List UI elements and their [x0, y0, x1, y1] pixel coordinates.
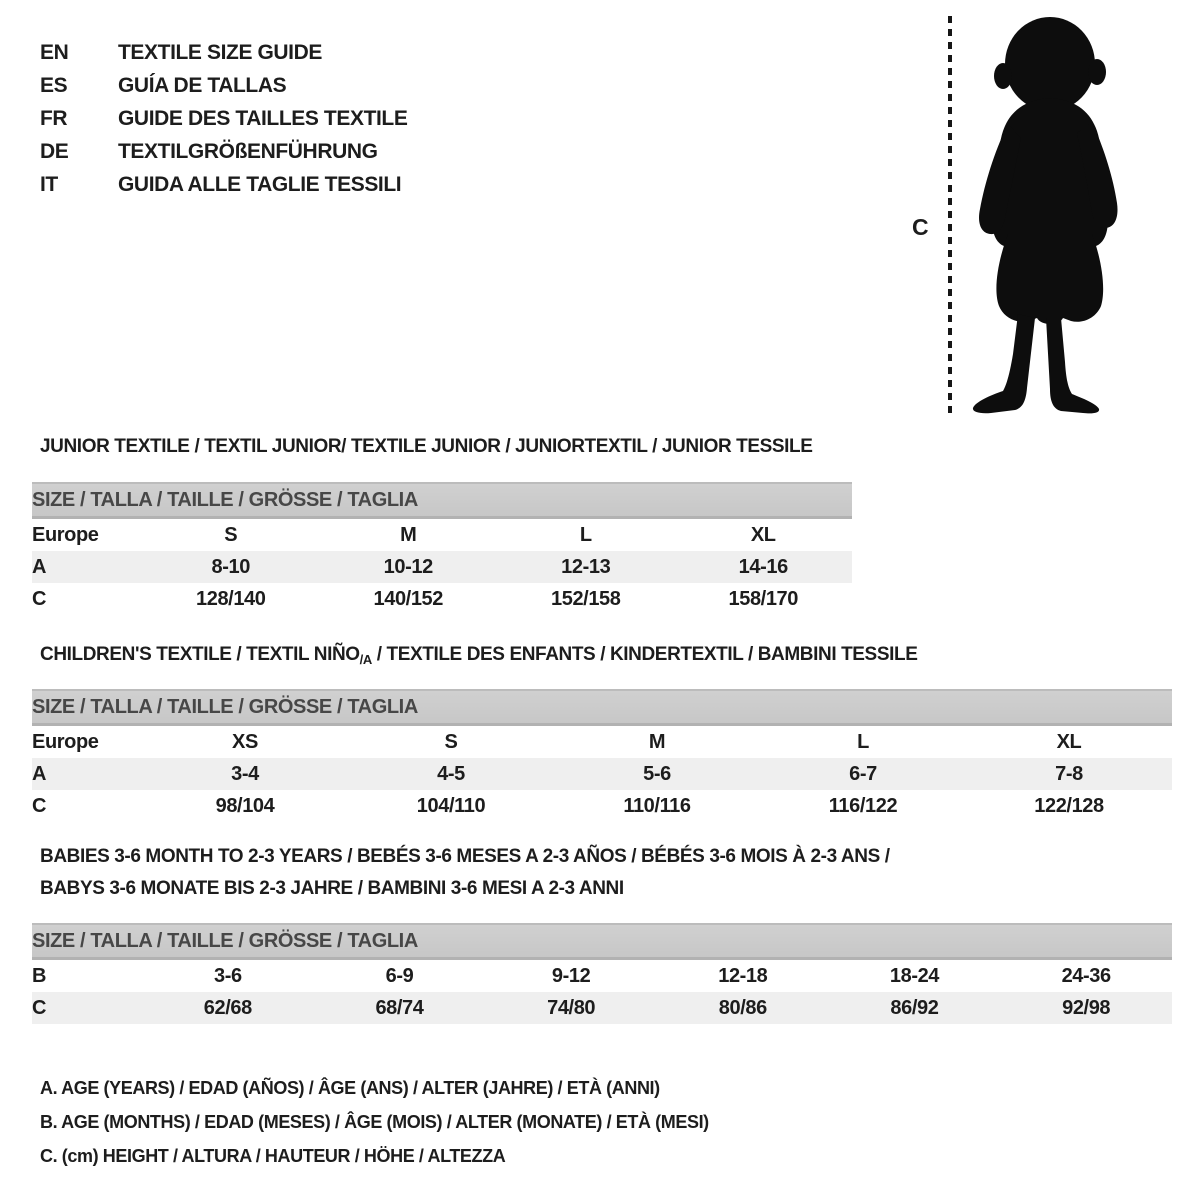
- size-cell: L: [579, 523, 592, 546]
- height-cell: 104/110: [416, 794, 486, 817]
- age-cell: 24-36: [1061, 964, 1111, 987]
- height-cell: 92/98: [1000, 992, 1172, 1024]
- size-header-bar: SIZE / TALLA / TAILLE / GRÖSSE / TAGLIA: [32, 690, 1172, 725]
- junior-size-table: [32, 482, 852, 615]
- height-cell: 86/92: [829, 992, 1001, 1024]
- lang-title-de: TEXTILGRÖßENFÜHRUNG: [118, 140, 378, 163]
- height-cell: 116/122: [828, 794, 898, 817]
- lang-title-en: TEXTILE SIZE GUIDE: [118, 41, 322, 64]
- table-row: [32, 758, 1172, 790]
- junior-section-title: JUNIOR TEXTILE / TEXTIL JUNIOR/ TEXTILE JUNIOR / JUNIORTEXTIL / JUNIOR TESSILE: [40, 436, 813, 457]
- height-cell: 74/80: [485, 992, 657, 1024]
- age-cell: 12-18: [718, 964, 768, 987]
- legend: [40, 1071, 709, 1173]
- height-cell: 158/170: [728, 587, 798, 610]
- height-measure-dotted-line: [948, 16, 952, 416]
- lang-code-en: EN: [40, 41, 69, 64]
- row-label: A: [32, 758, 142, 790]
- size-cell: S: [224, 523, 238, 546]
- children-title-suffix: / TEXTILE DES ENFANTS / KINDERTEXTIL / BAMBINI TESSILE: [371, 644, 918, 665]
- table-header-row: [32, 483, 852, 518]
- height-cell: 128/140: [196, 587, 266, 610]
- lang-row-it: [40, 168, 407, 201]
- babies-section-title-line2: BABYS 3-6 MONATE BIS 2-3 JAHRE / BAMBINI 3-6 MESI A 2-3 ANNI: [40, 878, 624, 899]
- age-cell: 14-16: [675, 551, 853, 583]
- children-section-title: [40, 644, 917, 667]
- children-title-prefix: CHILDREN'S TEXTILE / TEXTIL NIÑO: [40, 644, 360, 665]
- height-measure-label: C: [912, 214, 929, 240]
- size-cell: M: [400, 523, 417, 546]
- age-cell: 10-12: [320, 551, 498, 583]
- table-row: [32, 551, 852, 583]
- age-cell: 6-9: [385, 964, 414, 987]
- babies-section-title-line1: BABIES 3-6 MONTH TO 2-3 YEARS / BEBÉS 3-6 MESES A 2-3 AÑOS / BÉBÉS 3-6 MOIS À 2-3 ANS /: [40, 846, 890, 867]
- age-cell: 12-13: [497, 551, 675, 583]
- table-row: [32, 992, 1172, 1024]
- table-header-row: [32, 924, 1172, 959]
- size-header-bar: SIZE / TALLA / TAILLE / GRÖSSE / TAGLIA: [32, 483, 852, 518]
- lang-code-de: DE: [40, 140, 69, 163]
- children-size-table: [32, 689, 1172, 822]
- lang-title-fr: GUIDE DES TAILLES TEXTILE: [118, 107, 408, 130]
- age-cell: 3-6: [213, 964, 242, 987]
- lang-row-fr: [40, 102, 407, 135]
- height-cell: 98/104: [215, 794, 275, 817]
- size-cell: S: [444, 730, 458, 753]
- size-cell: M: [648, 730, 666, 753]
- size-cell: XS: [232, 730, 258, 753]
- lang-row-es: [40, 69, 407, 102]
- lang-row-de: [40, 135, 407, 168]
- table-row: [32, 725, 1172, 759]
- row-label: Europe: [32, 523, 99, 546]
- height-cell: 140/152: [373, 587, 443, 610]
- size-cell: XL: [750, 523, 776, 546]
- size-cell: L: [857, 730, 869, 753]
- row-label: C: [32, 587, 47, 610]
- size-header-bar: SIZE / TALLA / TAILLE / GRÖSSE / TAGLIA: [32, 924, 1172, 959]
- legend-line-a: A. AGE (YEARS) / EDAD (AÑOS) / ÂGE (ANS) / ALTER (JAHRE) / ETÀ (ANNI): [40, 1078, 660, 1098]
- table-row: [32, 583, 852, 615]
- age-cell: 9-12: [551, 964, 591, 987]
- height-cell: 80/86: [657, 992, 829, 1024]
- row-label: Europe: [32, 730, 99, 753]
- row-label: C: [32, 794, 47, 817]
- table-row: [32, 790, 1172, 822]
- height-cell: 68/74: [314, 992, 486, 1024]
- row-label: A: [32, 551, 142, 583]
- legend-line-c: C. (cm) HEIGHT / ALTURA / HAUTEUR / HÖHE / ALTEZZA: [40, 1146, 506, 1166]
- age-cell: 18-24: [889, 964, 940, 987]
- children-title-sub: /A: [359, 652, 372, 667]
- lang-code-fr: FR: [40, 107, 68, 130]
- age-cell: 4-5: [348, 758, 554, 790]
- age-cell: 5-6: [554, 758, 760, 790]
- age-cell: 8-10: [142, 551, 320, 583]
- age-cell: 7-8: [966, 758, 1172, 790]
- age-cell: 6-7: [760, 758, 966, 790]
- size-cell: XL: [1056, 730, 1082, 753]
- language-title-list: [40, 36, 407, 201]
- toddler-silhouette-icon: [958, 12, 1138, 419]
- lang-code-it: IT: [40, 173, 58, 196]
- babies-size-table: [32, 923, 1172, 1024]
- height-cell: 110/116: [623, 794, 691, 817]
- height-cell: 62/68: [142, 992, 314, 1024]
- lang-title-es: GUÍA DE TALLAS: [118, 74, 287, 97]
- row-label: B: [32, 964, 47, 987]
- height-cell: 122/128: [1034, 794, 1104, 817]
- table-row: [32, 518, 852, 552]
- age-cell: 3-4: [142, 758, 348, 790]
- lang-row-en: [40, 36, 407, 69]
- lang-code-es: ES: [40, 74, 68, 97]
- table-row: [32, 959, 1172, 993]
- legend-line-b: B. AGE (MONTHS) / EDAD (MESES) / ÂGE (MOIS) / ALTER (MONATE) / ETÀ (MESI): [40, 1112, 709, 1132]
- lang-title-it: GUIDA ALLE TAGLIE TESSILI: [118, 173, 402, 196]
- height-cell: 152/158: [551, 587, 621, 610]
- row-label: C: [32, 992, 142, 1024]
- table-header-row: [32, 690, 1172, 725]
